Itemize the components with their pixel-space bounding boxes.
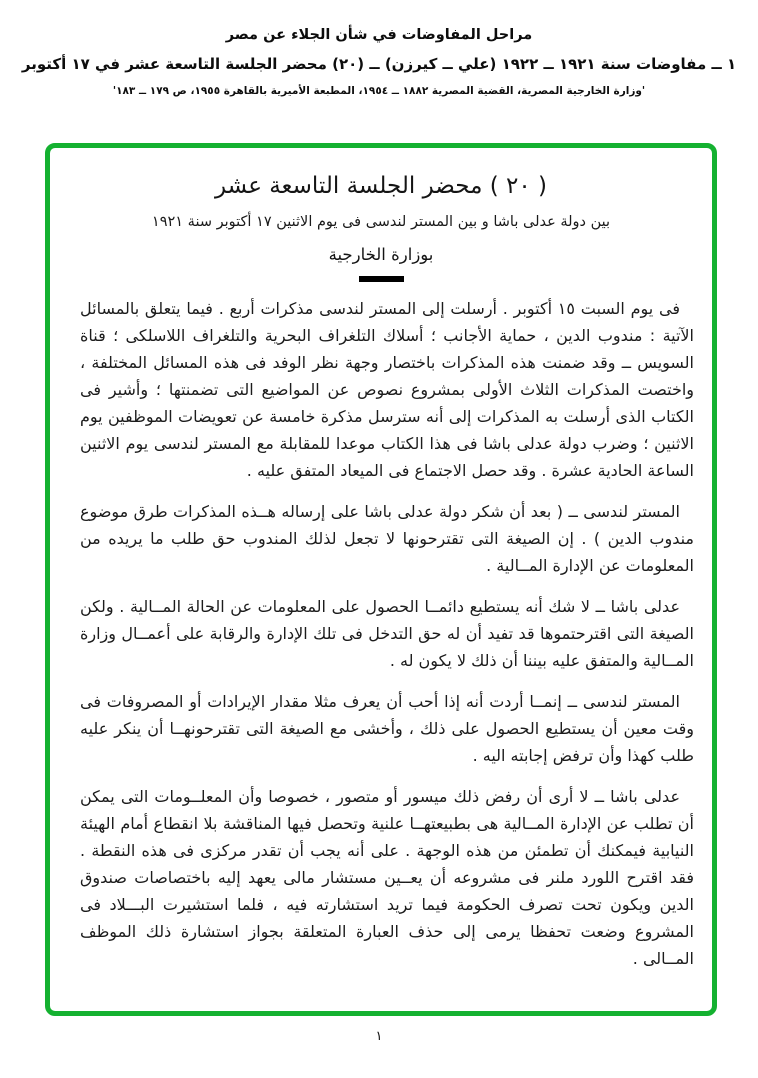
page-header xyxy=(0,26,758,98)
document-body xyxy=(80,295,694,972)
document-location: بوزارة الخارجية xyxy=(328,245,434,264)
paragraph-intro: فى يوم السبت ١٥ أكتوبر . أرسلت إلى المستر لندسى مذكرات أربع . فيما يتعلق بالمسائل الآتية : مندوب الدين ، حماية الأجانب ؛ أسلاك التلغراف البحرية والتلغراف اللاسلكى ؛ قناة السويس ــ وقد ضمنت هذه المذكرات باختصار وجهة نظر الوفد فى هذه المسائل المختلفة ، واختصت المذكرات الثلاث الأولى بمشروع نصوص عن المواضيع التى تضمنتها ؛ وأشير فى الكتاب الذى أرسلت به المذكرات إلى أنه سترسل مذكرة خامسة عن تعويضات الموظفين يوم الاثنين ؛ وضرب دولة عدلى باشا فى هذا الكتاب موعدا للمقابلة مع المستر لندسى يوم الاثنين الساعة الحادية عشرة . وقد حصل الاجتماع فى الميعاد المتفق عليه . xyxy=(80,299,694,480)
paragraph-adly-pasha-1: عدلى باشا ــ لا شك أنه يستطيع دائمــا الحصول على المعلومات عن الحالة المــالية . ولكن الصيغة التى اقترحتموها قد تفيد أن له حق التدخل فى تلك الإدارة والرقابة على أعمــال وزارة المــالية والمتفق عليه بيننا أن ذلك لا يكون له . xyxy=(80,597,694,670)
paragraph-mr-lindsay-1: المستر لندسى ــ ( بعد أن شكر دولة عدلى باشا على إرساله هــذه المذكرات طرق موضوع مندوب الدين ) . إن الصيغة التى تقترحونها لا تجعل لذلك المندوب حق طلب ما يريده من المعلومات عن الإدارة المــالية . xyxy=(80,502,694,575)
page-number: ١ xyxy=(375,1029,383,1044)
paragraph-adly-pasha-2: عدلى باشا ــ لا أرى أن رفض ذلك ميسور أو متصور ، خصوصا وأن المعلــومات التى يمكن أن تطلب عن الإدارة المــالية هى بطبيعتهــا علنية وتحصل فيها المناقشة بلا انقطاع أمام الهيئة النيابية فيمكنك أن تطمئن من هذه الوجهة . على أنه يجب أن تقدر مركزى فى هذه النقطة . فقد اقترح اللورد ملنر فى مشروعه أن يعــين مستشار مالى يعهد إليه باختصاصات صندوق الدين ويكون تحت تصرف الحكومة فيما تريد استشارته فيه ، فلما استشيرت البـــلاد فى المشروع وضعت تحفظا يرمى إلى حذف العبارة المتعلقة بجواز استشارة ذلك الموظف المــالى . xyxy=(80,787,694,968)
section-divider xyxy=(359,276,404,282)
document-subtitle: بين دولة عدلى باشا و بين المستر لندسى فى يوم الاثنين ١٧ أكتوبر سنة ١٩٢١ xyxy=(151,214,611,230)
document-title: ( ٢٠ ) محضر الجلسة التاسعة عشر xyxy=(214,173,548,199)
header-citation: 'وزارة الخارجية المصرية، القضية المصرية ١٨٨٢ ــ ١٩٥٤، المطبعة الأميرية بالقاهرة ١٩٥٥، ص ١٧٩ ــ ١٨٣' xyxy=(112,85,646,97)
header-title: مراحل المفاوضات في شأن الجلاء عن مصر xyxy=(225,27,533,43)
header-subtitle: ١ ــ مفاوضات سنة ١٩٢١ ــ ١٩٢٢ (علي ــ كيرزن) ــ (٢٠) محضر الجلسة التاسعة عشر في ١٧ أكتوبر xyxy=(21,55,737,73)
document-frame xyxy=(45,143,717,1016)
paragraph-mr-lindsay-2: المستر لندسى ــ إنمــا أردت أنه إذا أحب أن يعرف مثلا مقدار الإيرادات أو المصروفات فى وقت معين أن يستطيع الحصول على ذلك ، وأخشى مع الصيغة التى تقترحونهــا أن ينكر عليه طلب كهذا وأن ترفض إجابته اليه . xyxy=(80,692,694,765)
